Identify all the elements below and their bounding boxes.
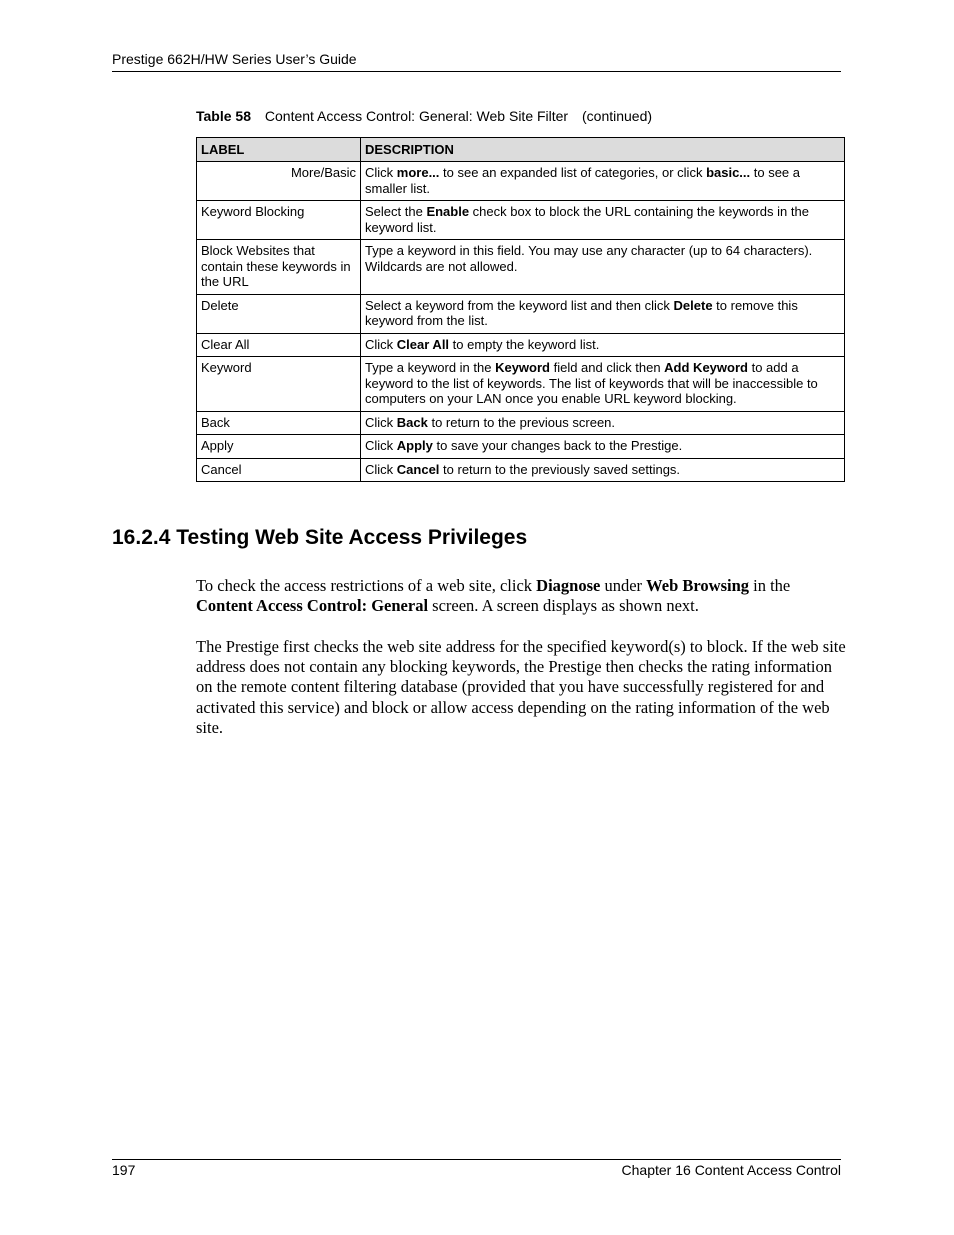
row-label: More/Basic bbox=[197, 162, 361, 201]
row-label: Block Websites that contain these keywords in the URL bbox=[197, 240, 361, 295]
row-description: Select a keyword from the keyword list and then click Delete to remove this keyword from the list. bbox=[361, 294, 845, 333]
row-label: Cancel bbox=[197, 458, 361, 482]
table-row bbox=[197, 435, 845, 459]
bold-term: Clear All bbox=[396, 336, 450, 352]
running-header: Prestige 662H/HW Series User’s Guide bbox=[112, 51, 357, 67]
row-description: Click Cancel to return to the previously saved settings. bbox=[361, 458, 845, 482]
row-label: Delete bbox=[197, 294, 361, 333]
row-description: Type a keyword in the Keyword field and click then Add Keyword to add a keyword to the list of keywords. The list of keywords that will be inaccessible to computers on your LAN once you enable URL keyword blocking. bbox=[361, 357, 845, 412]
row-label: Apply bbox=[197, 435, 361, 459]
bold-term: basic... bbox=[706, 165, 751, 180]
running-footer-chapter: Chapter 16 Content Access Control bbox=[621, 1162, 841, 1178]
bold-term: Delete bbox=[673, 297, 713, 313]
table-header-row bbox=[197, 138, 845, 162]
footer-rule bbox=[112, 1159, 841, 1160]
bold-term: Content Access Control: General bbox=[196, 596, 429, 616]
row-label: Keyword Blocking bbox=[197, 201, 361, 240]
bold-term: Keyword bbox=[495, 360, 550, 375]
table-row bbox=[197, 201, 845, 240]
row-label: Clear All bbox=[197, 333, 361, 357]
table-caption bbox=[196, 108, 652, 124]
table-row bbox=[197, 240, 845, 295]
bold-term: Web Browsing bbox=[646, 576, 750, 595]
bold-term: Diagnose bbox=[536, 576, 601, 595]
table-row bbox=[197, 411, 845, 435]
section-heading: 16.2.4 Testing Web Site Access Privileges bbox=[112, 526, 528, 549]
paragraph-1: To check the access restrictions of a web site, click Diagnose under Web Browsing in the Content Access Control: General screen. A screen displays as shown next. bbox=[196, 576, 791, 616]
table-continued: (continued) bbox=[582, 108, 653, 124]
row-description: Click Clear All to empty the keyword list. bbox=[361, 333, 845, 357]
row-label: Keyword bbox=[197, 357, 361, 412]
bold-term: Cancel bbox=[396, 461, 440, 477]
table-row bbox=[197, 333, 845, 357]
bold-term: Apply bbox=[396, 438, 433, 453]
row-label: Back bbox=[197, 411, 361, 435]
row-description: Click Apply to save your changes back to the Prestige. bbox=[361, 435, 845, 459]
table-row bbox=[197, 357, 845, 412]
label-description-table bbox=[196, 137, 845, 482]
column-header-label: LABEL bbox=[197, 138, 361, 162]
paragraph-2: The Prestige first checks the web site address for the specified keyword(s) to block. If the web site address does not contain any blocking keywords, the Prestige then checks the rating information on the remote content filtering database (provided that you have successfully registered for and activated this service) and block or allow access depending on the rating information of the web site. bbox=[196, 637, 846, 737]
header-rule bbox=[112, 71, 841, 72]
row-description: Click more... to see an expanded list of categories, or click basic... to see a smaller list. bbox=[361, 162, 845, 201]
table-row bbox=[197, 458, 845, 482]
row-description: Select the Enable check box to block the URL containing the keywords in the keyword list. bbox=[361, 201, 845, 240]
table-caption-text: Content Access Control: General: Web Site Filter bbox=[264, 108, 569, 124]
bold-term: Add Keyword bbox=[664, 360, 748, 375]
table-number: Table 58 bbox=[196, 108, 251, 124]
row-description: Click Back to return to the previous screen. bbox=[361, 411, 845, 435]
page-number: 197 bbox=[112, 1162, 136, 1178]
row-description: Type a keyword in this field. You may use any character (up to 64 characters). Wildcards are not allowed. bbox=[361, 240, 845, 295]
column-header-description: DESCRIPTION bbox=[361, 138, 845, 162]
bold-term: Enable bbox=[426, 204, 470, 219]
bold-term: Back bbox=[396, 414, 428, 430]
bold-term: more... bbox=[396, 165, 440, 180]
table-row bbox=[197, 294, 845, 333]
table-row bbox=[197, 162, 845, 201]
